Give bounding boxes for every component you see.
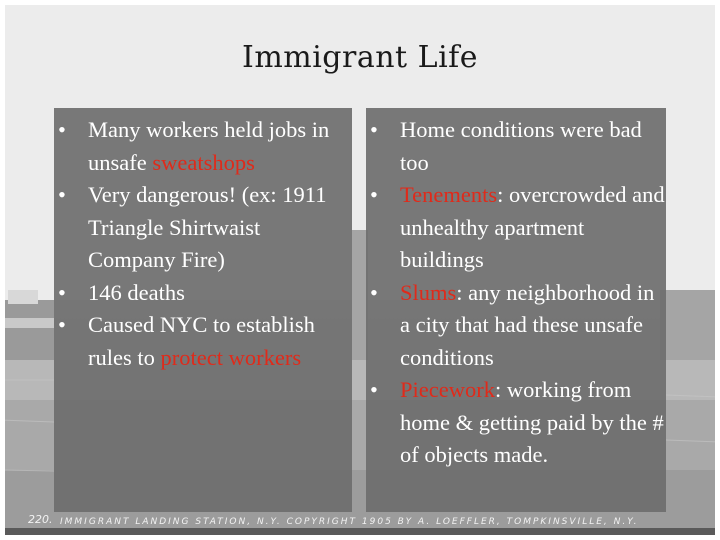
right-text-panel bbox=[366, 108, 666, 512]
bullet-text: Very dangerous! (ex: 1911 Triangle Shirtwaist Company Fire) bbox=[88, 182, 327, 272]
highlighted-term: protect workers bbox=[160, 344, 302, 370]
bullet-dot-icon: • bbox=[58, 279, 66, 305]
bullet-text: Caused NYC to establish rules to bbox=[88, 312, 315, 370]
photo-plate-number: 220. bbox=[28, 513, 53, 526]
bullet-dot-icon: • bbox=[370, 182, 378, 207]
bullet-text: : overcrowded and unhealthy apartment buildings bbox=[400, 182, 665, 272]
bullet-dot-icon: • bbox=[370, 279, 378, 305]
right-bullet-item bbox=[366, 374, 666, 472]
left-bullet-item bbox=[54, 277, 352, 310]
right-bullet-item bbox=[366, 179, 666, 277]
left-text-panel bbox=[54, 108, 352, 512]
left-bullet-item bbox=[54, 114, 352, 179]
slide-title: Immigrant Life bbox=[241, 40, 479, 75]
bullet-dot-icon: • bbox=[370, 117, 378, 142]
bullet-dot-icon: • bbox=[58, 117, 66, 142]
right-bullet-item bbox=[366, 114, 666, 179]
bullet-dot-icon: • bbox=[58, 182, 66, 207]
bullet-text: 146 deaths bbox=[88, 279, 185, 305]
right-bullet-list bbox=[366, 108, 666, 472]
highlighted-term: Slums bbox=[400, 279, 457, 305]
left-bullet-item bbox=[54, 179, 352, 277]
highlighted-term: sweatshops bbox=[152, 149, 255, 175]
bullet-text: Many workers held jobs in unsafe bbox=[88, 117, 330, 175]
bullet-dot-icon: • bbox=[58, 312, 66, 337]
bullet-text: Home conditions were bad too bbox=[400, 117, 642, 175]
left-bullet-item bbox=[54, 309, 352, 374]
right-bullet-item bbox=[366, 277, 666, 375]
highlighted-term: Tenements bbox=[400, 182, 498, 207]
photo-caption: IMMIGRANT LANDING STATION, N.Y. COPYRIGHT 1905 BY A. LOEFFLER, TOMPKINSVILLE, N.Y. bbox=[60, 517, 639, 527]
bullet-dot-icon: • bbox=[370, 377, 378, 402]
bullet-text: : any neighborhood in a city that had these unsafe conditions bbox=[400, 279, 655, 370]
highlighted-term: Piecework bbox=[400, 377, 495, 402]
left-bullet-list bbox=[54, 108, 352, 374]
bullet-text: : working from home & getting paid by the # of objects made. bbox=[400, 377, 664, 467]
